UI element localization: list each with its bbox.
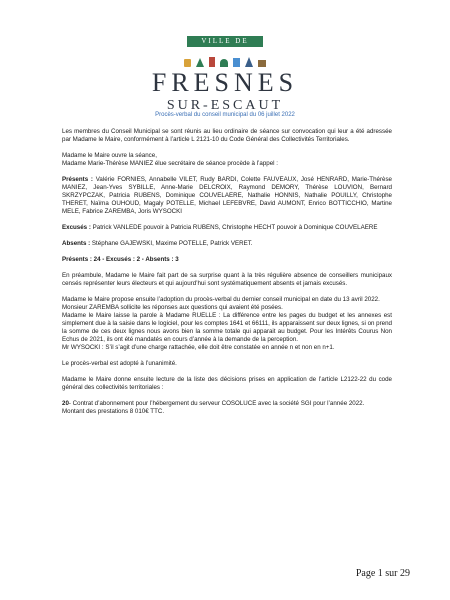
absents-label: Absents : bbox=[62, 240, 91, 247]
house-icon bbox=[258, 60, 266, 67]
preamble-paragraph: En préambule, Madame le Maire fait part de sa surprise quant à la très régulière absence de conseillers municipaux censés représenter leurs électeurs et qui aujourd’hui sont systématiquement absents et jamais excusés. bbox=[62, 272, 392, 287]
wysocki-remark: Mr WYSOCKI : S’il s’agit d’une charge rattachée, elle doit être constatée en année n et non en n+1. bbox=[62, 344, 335, 351]
presents-label: Présents : bbox=[62, 176, 93, 183]
attendance-count bbox=[62, 256, 392, 264]
decision-amount: Montant des prestations 8 010€ TTC. bbox=[62, 408, 165, 415]
church-icon bbox=[245, 57, 253, 67]
document-body bbox=[62, 128, 392, 424]
dome-icon bbox=[220, 59, 228, 67]
presents-list: Valérie FORNIES, Annabelle VILET, Rudy BARDI, Colette FAUVEAUX, José HENRARD, Marie-Thérèse MANIEZ, Jean-Yves SYBILLE, Anne-Marie DELCROIX, Raymond DEMORY, Thérèse LOUVION, Bernard SKRZYPCZAK, Patricia RUBENS, Dominique COUVELAERE, Nathalie HONNIS, Nathalie POUILLY, Christophe THERET, Naïma OUHOUD, Magaly POTELLE, Michael LEFEBVRE, David AUMONT, Enrico BOTTICCHIO, Martine MELE, Fabrice ZAREMBA, Joris WYSOCKI bbox=[62, 176, 392, 215]
logo-banner: VILLE DE bbox=[187, 36, 263, 47]
decision-number: 20 bbox=[62, 400, 69, 407]
decisions-intro: Madame le Maire donne ensuite lecture de la liste des décisions prises en application de l’article L2122-22 du code général des collectivités territoriales : bbox=[62, 376, 392, 391]
excuses-label: Excusés : bbox=[62, 224, 91, 231]
decision-text: - Contrat d’abonnement pour l’hébergement du serveur COSOLUCE avec la société SGI pour l’année 2022. bbox=[68, 400, 365, 407]
tree-icon bbox=[196, 58, 204, 67]
town-logo bbox=[0, 30, 450, 114]
page-number: Page 1 sur 29 bbox=[355, 568, 410, 579]
ruelle-answer: Madame le Maire laisse la parole à Madame RUELLE : La différence entre les pages du budget et les annexes est simplement due à la saisie dans le logiciel, pour les comptes 1641 et 66111, ils apparaissent sur deux lignes, si on prend la somme de ces deux lignes nous avons bien la somme totale qui apparait au budget. Pour les Intérêts Courus Non Echus de 2021, ils ont été mandatés en cours d’année à la demande de la perception. bbox=[62, 312, 392, 343]
decision-item-20 bbox=[62, 400, 392, 408]
document-title: Procès-verbal du conseil municipal du 06 juillet 2022 bbox=[155, 112, 295, 118]
tower-icon bbox=[209, 57, 215, 67]
logo-name: FRESNES bbox=[151, 68, 299, 97]
absents-list: Stéphane GAJEWSKI, Maxime POTELLE, Patrick VERET. bbox=[90, 240, 253, 247]
building-icon bbox=[233, 58, 240, 67]
opening-line: Madame le Maire ouvre la séance, bbox=[62, 152, 157, 159]
excuses-paragraph bbox=[62, 224, 392, 232]
zaremba-request: Monsieur ZAREMBA sollicite les réponses aux questions qui avaient été posées. bbox=[62, 304, 283, 311]
logo-subname: SUR-ESCAUT bbox=[166, 98, 284, 113]
adoption-result: Le procès-verbal est adopté à l’unanimité. bbox=[62, 360, 177, 367]
logo-icons bbox=[0, 53, 450, 67]
intro-paragraph: Les membres du Conseil Municipal se sont réunis au lieu ordinaire de séance sur convocation qui leur a été adressée par Madame le Maire, conformément à l’article L 2121-10 du Code Général des Collectivités Territoriales. bbox=[62, 128, 392, 143]
attendance-count-text: Présents : 24 - Excusés : 2 - Absents : 3 bbox=[62, 256, 179, 263]
adoption-proposal: Madame le Maire propose ensuite l’adoption du procès-verbal du dernier conseil municipal en date du 13 avril 2022. bbox=[62, 296, 380, 303]
crown-icon bbox=[184, 59, 191, 67]
excuses-list: Patrick VANLEDE pouvoir à Patricia RUBENS, Christophe HECHT pouvoir à Dominique COUVELAERE bbox=[90, 224, 378, 231]
absents-paragraph bbox=[62, 240, 392, 248]
presents-paragraph bbox=[62, 176, 392, 216]
secretary-line: Madame Marie-Thérèse MANIEZ élue secrétaire de séance procède à l’appel : bbox=[62, 160, 278, 167]
